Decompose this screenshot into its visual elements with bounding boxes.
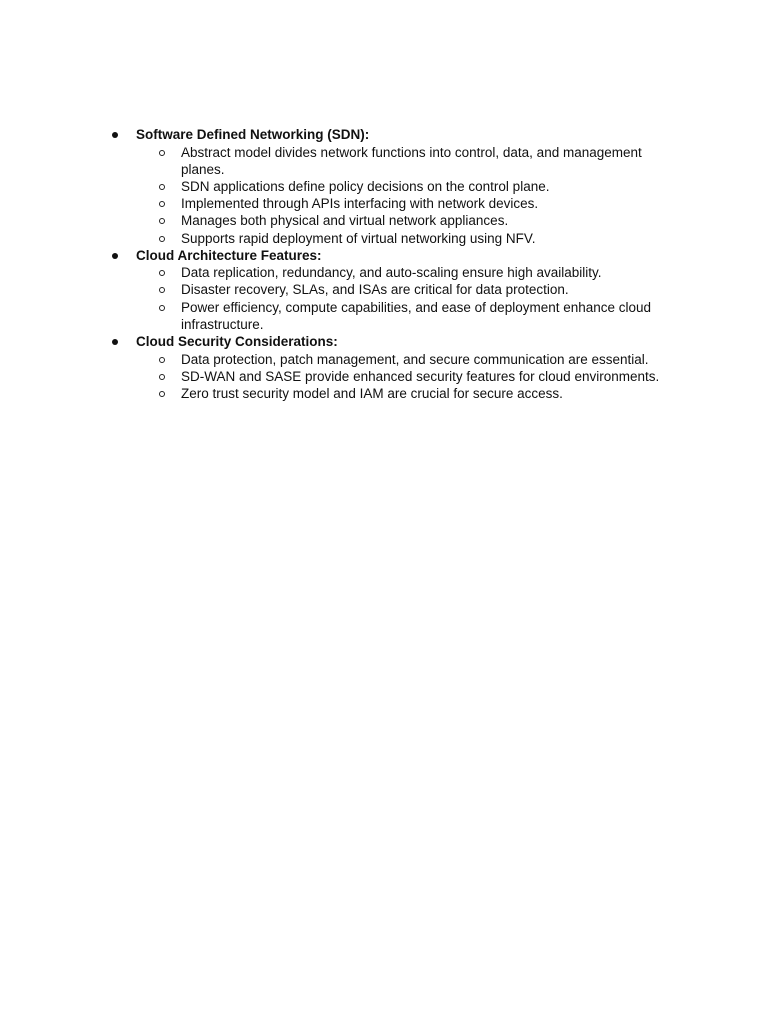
list-item [108,144,671,178]
list-item [108,368,671,385]
hollow-bullet-icon [159,201,165,207]
list-item-text: Manages both physical and virtual network appliances. [181,213,509,229]
hollow-bullet-icon [159,270,165,276]
list-item-text: Data replication, redundancy, and auto-scaling ensure high availability. [181,265,602,281]
section-sdn [108,126,708,247]
list-item [108,351,671,368]
section-cloud-security [108,333,708,402]
section-heading [108,247,708,265]
list-item-text: SD-WAN and SASE provide enhanced security features for cloud environments. [181,368,660,384]
list-item [108,230,671,247]
hollow-bullet-icon [159,357,165,363]
hollow-bullet-icon [159,391,165,397]
bullet-outline [108,126,708,402]
filled-bullet-icon [112,339,118,345]
sub-bullet-list [108,264,708,333]
sub-bullet-list [108,144,708,247]
hollow-bullet-icon [159,287,165,293]
list-item [108,178,671,195]
list-item [108,385,671,402]
filled-bullet-icon [112,253,118,259]
list-item [108,212,671,229]
list-item-text: Disaster recovery, SLAs, and ISAs are critical for data protection. [181,282,569,298]
section-title: Cloud Security Considerations: [136,334,338,350]
list-item [108,299,671,333]
list-item-text: Abstract model divides network functions into control, data, and management planes. [181,144,642,177]
sub-bullet-list [108,351,708,403]
list-item-text: Zero trust security model and IAM are crucial for secure access. [181,385,563,401]
hollow-bullet-icon [159,305,165,311]
list-item [108,195,671,212]
list-item [108,264,671,281]
hollow-bullet-icon [159,150,165,156]
list-item-text: Supports rapid deployment of virtual networking using NFV. [181,230,536,246]
section-cloud-architecture [108,247,708,333]
list-item-text: Implemented through APIs interfacing with network devices. [181,196,539,212]
hollow-bullet-icon [159,218,165,224]
list-item-text: Power efficiency, compute capabilities, and ease of deployment enhance cloud infrastructure. [181,299,652,332]
list-item-text: Data protection, patch management, and secure communication are essential. [181,351,649,367]
list-item [108,281,671,298]
hollow-bullet-icon [159,236,165,242]
section-title: Software Defined Networking (SDN): [136,127,370,142]
list-item-text: SDN applications define policy decisions on the control plane. [181,178,550,194]
section-title: Cloud Architecture Features: [136,247,322,263]
filled-bullet-icon [112,132,118,138]
hollow-bullet-icon [159,184,165,190]
section-heading [108,333,708,351]
section-heading [108,126,708,144]
hollow-bullet-icon [159,374,165,380]
